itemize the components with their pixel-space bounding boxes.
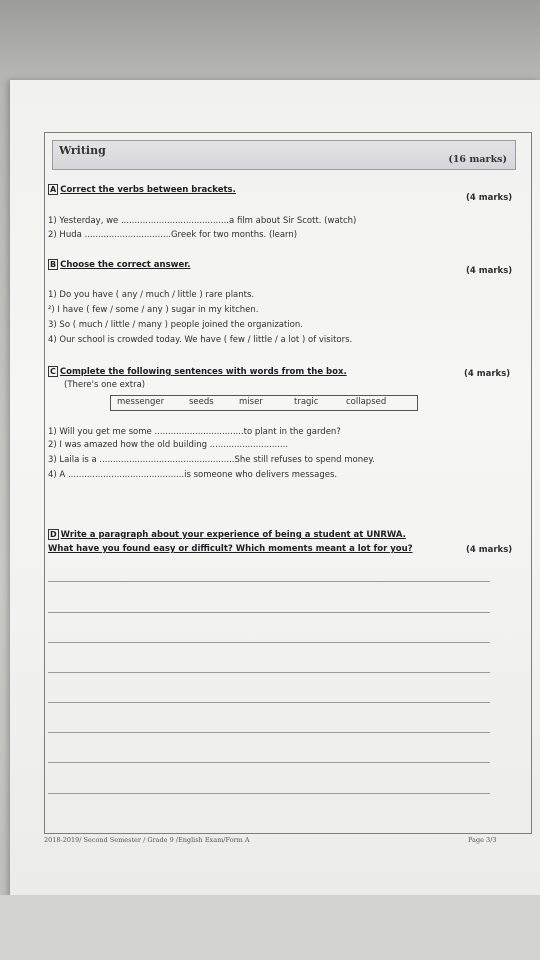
answer-line[interactable] <box>48 581 490 582</box>
word-box-word: tragic <box>294 397 319 407</box>
part-c-item-3: 3) Laila is a ..................................................She still refuses to spend money. <box>48 455 375 465</box>
part-b-item-3: 3) So ( much / little / many ) people joined the organization. <box>48 320 303 330</box>
part-a-heading: A Correct the verbs between brackets. <box>50 185 236 195</box>
part-b-marks: (4 marks) <box>466 266 513 276</box>
part-a-marks: (4 marks) <box>466 193 513 203</box>
part-c-item-1: 1) Will you get me some .................................to plant in the garden? <box>48 427 341 437</box>
section-title: Writing <box>59 144 106 157</box>
section-title-bar <box>52 140 516 170</box>
exam-footer: 2018-2019/ Second Semester / Grade 9 /English Exam/Form A <box>44 836 250 844</box>
page-number: Page 3/3 <box>468 836 497 844</box>
part-c-note: (There's one extra) <box>64 380 146 390</box>
word-box-word: collapsed <box>346 397 387 407</box>
word-box-word: messenger <box>117 397 165 407</box>
part-c-marks: (4 marks) <box>464 369 511 379</box>
part-c-heading: C Complete the following sentences with words from the box. <box>50 367 347 377</box>
part-d-letter: D <box>50 530 57 539</box>
answer-line[interactable] <box>48 672 490 673</box>
part-b-item-1: 1) Do you have ( any / much / little ) rare plants. <box>48 290 255 300</box>
answer-line[interactable] <box>48 642 490 643</box>
part-b-item-4: 4) Our school is crowded today. We have ( few / little / a lot ) of visitors. <box>48 335 353 345</box>
word-box-word: seeds <box>189 397 214 407</box>
part-d-marks: (4 marks) <box>466 545 513 555</box>
answer-line[interactable] <box>48 762 490 763</box>
part-c-item-2: 2) I was amazed how the old building ............................. <box>48 440 289 450</box>
answer-line[interactable] <box>48 793 490 794</box>
answer-line[interactable] <box>48 732 490 733</box>
part-d-heading-line-2: What have you found easy or difficult? Which moments meant a lot for you? <box>48 544 413 554</box>
part-b-item-2: ²) I have ( few / some / any ) sugar in my kitchen. <box>48 305 259 315</box>
part-c-letter: C <box>50 367 56 376</box>
answer-line[interactable] <box>48 702 490 703</box>
background-surface <box>0 895 540 960</box>
part-d-heading-line-1: D Write a paragraph about your experience of being a student at UNRWA. <box>50 530 406 540</box>
word-box-word: miser <box>239 397 263 407</box>
part-a-item-2: 2) Huda ................................Greek for two months. (learn) <box>48 230 298 240</box>
word-box <box>110 395 418 411</box>
part-c-item-4: 4) A ...........................................is someone who delivers messages. <box>48 470 338 480</box>
part-a-item-1: 1) Yesterday, we ........................................a film about Sir Scott. (watch) <box>48 216 357 226</box>
part-b-heading: B Choose the correct answer. <box>50 260 191 270</box>
part-a-letter: A <box>50 185 57 194</box>
part-b-letter: B <box>50 260 57 269</box>
section-marks: (16 marks) <box>448 154 507 165</box>
answer-line[interactable] <box>48 612 490 613</box>
